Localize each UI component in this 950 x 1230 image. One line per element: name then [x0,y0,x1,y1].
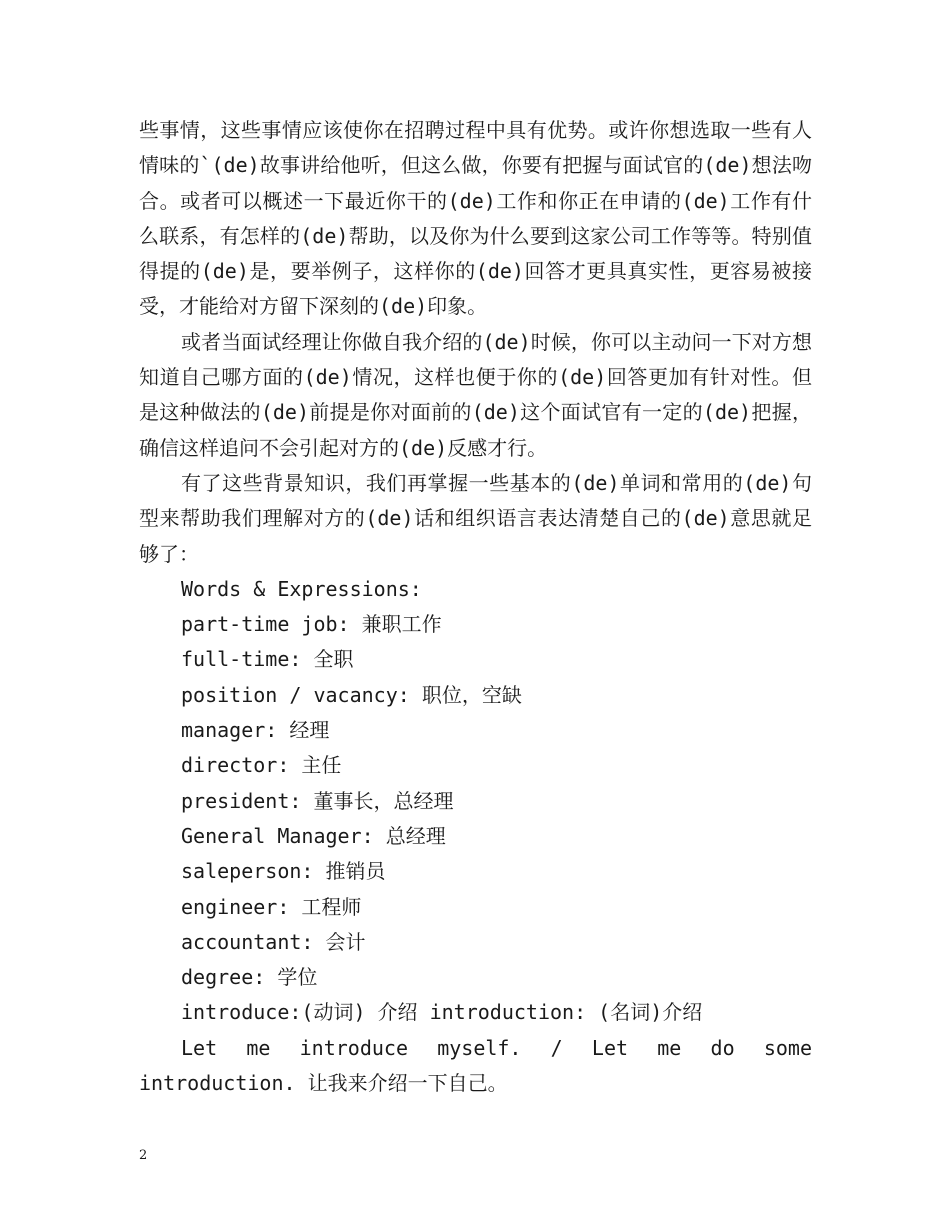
vocabulary-item: accountant: 会计 [181,929,366,954]
vocabulary-heading: Words & Expressions: [181,576,422,601]
vocabulary-item: engineer: 工程师 [181,894,362,919]
vocabulary-item: full-time: 全职 [181,647,354,672]
vocabulary-item: introduce:(动词) 介绍 introduction: (名词)介绍 [181,1000,703,1025]
page-body [139,113,812,1101]
vocabulary-item: position / vacancy: 职位，空缺 [181,682,522,707]
paragraph-background: 有了这些背景知识，我们再掌握一些基本的(de)单词和常用的(de)句型来帮助我们理解对方的(de)话和组织语言表达清楚自己的(de)意思就足够了： [139,470,812,566]
vocabulary-item: degree: 学位 [181,965,318,990]
vocabulary-item: saleperson: 推销员 [181,859,386,884]
paragraph-self-introduction: 或者当面试经理让你做自我介绍的(de)时候，你可以主动问一下对方想知道自己哪方面的(de)情况，这样也便于你的(de)回答更加有针对性。但是这种做法的(de)前提是你对面前的(de)这个面试官有一定的(de)把握，确信这样追问不会引起对方的(de)反感才行。 [139,329,812,460]
vocabulary-item: manager: 经理 [181,718,330,743]
vocabulary-item: part-time job: 兼职工作 [181,612,442,637]
paragraph-closing-example: Let me introduce myself. / Let me do some introduction. 让我来介绍一下自己。 [139,1035,812,1096]
vocabulary-item: director: 主任 [181,753,342,778]
page-number: 2 [139,1148,148,1163]
vocabulary-item: president: 董事长，总经理 [181,788,454,813]
paragraph-continuation: 些事情，这些事情应该使你在招聘过程中具有优势。或许你想选取一些有人情味的`(de)故事讲给他听，但这么做，你要有把握与面试官的(de)想法吻合。或者可以概述一下最近你干的(de)工作和你正在申请的(de)工作有什么联系，有怎样的(de)帮助，以及你为什么要到这家公司工作等等。特别值得提的(de)是，要举例子，这样你的(de)回答才更具真实性，更容易被接受，才能给对方留下深刻的(de)印象。 [139,118,812,319]
vocabulary-item: General Manager: 总经理 [181,823,446,848]
vocabulary-list [139,572,812,1031]
